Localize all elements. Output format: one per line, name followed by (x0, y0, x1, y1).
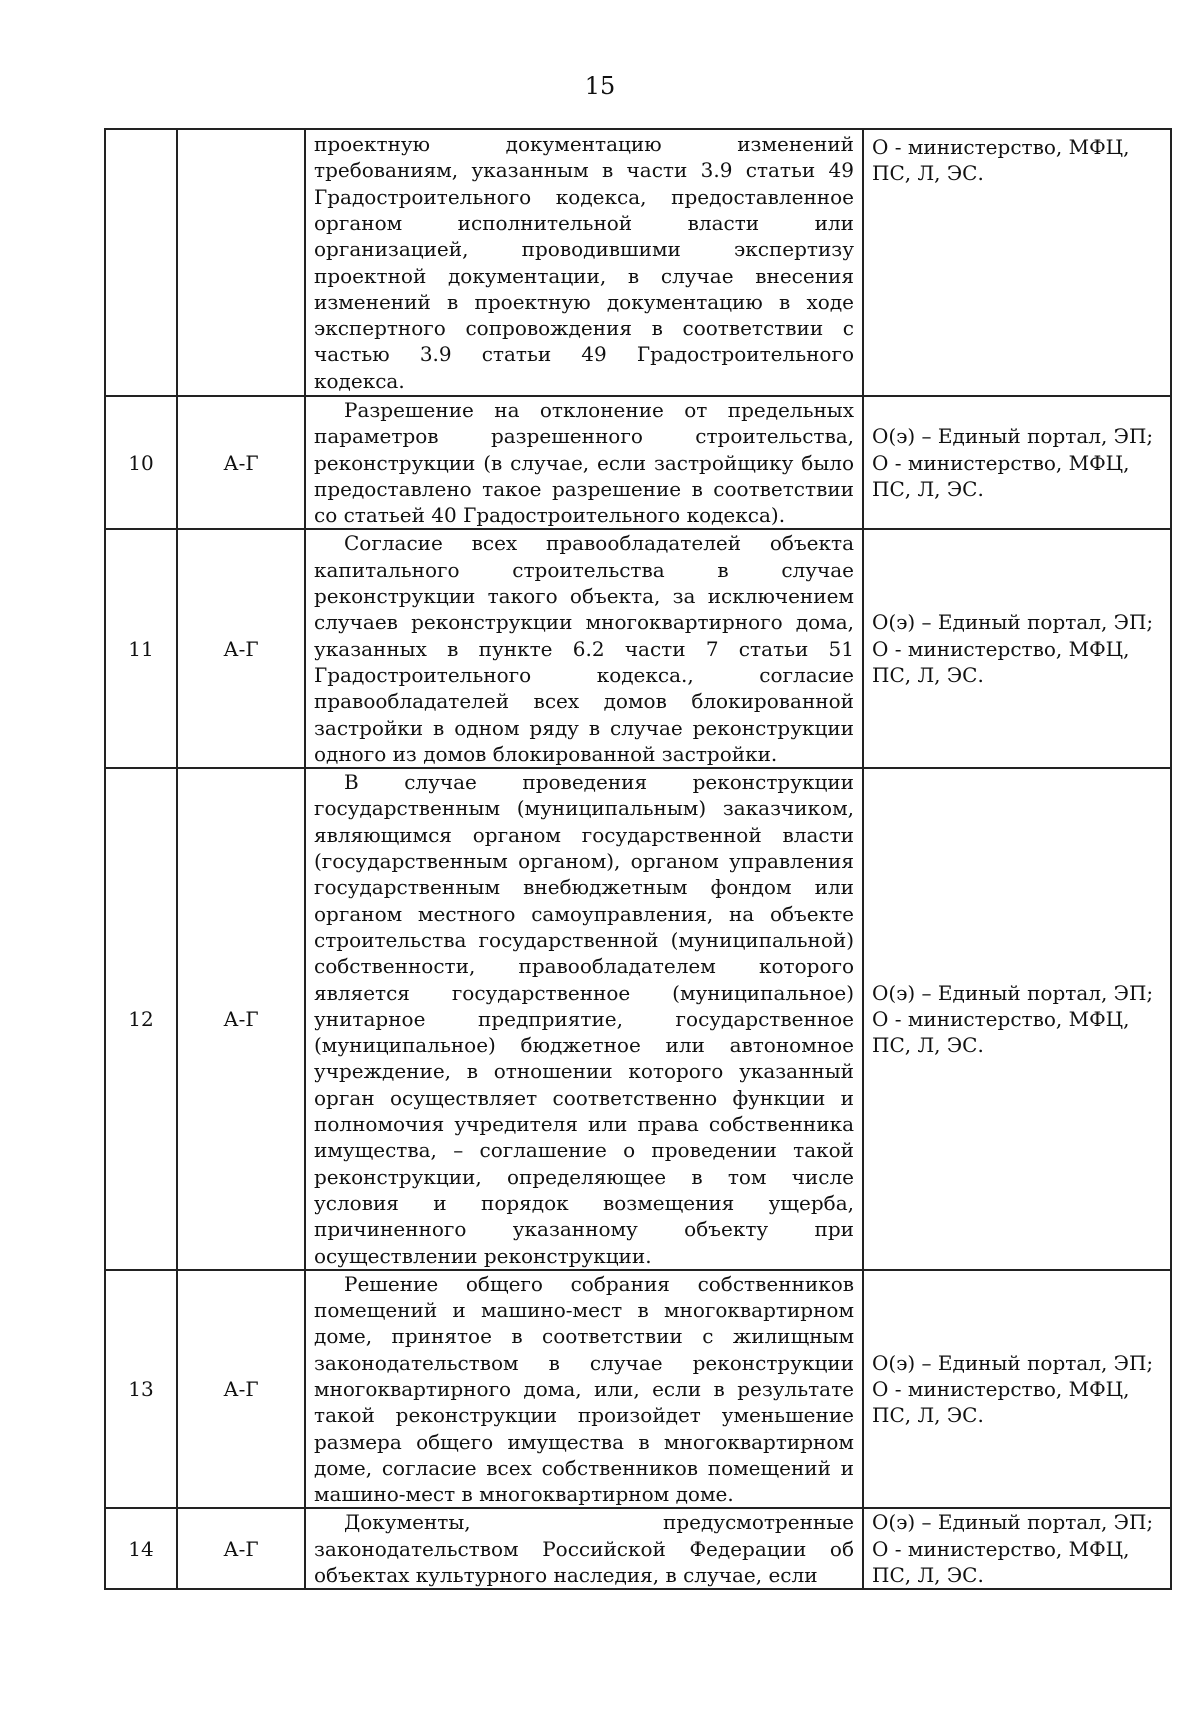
submission-method-line: О - министерство, МФЦ, ПС, Л, ЭС. (872, 135, 1130, 186)
table-row (105, 768, 1171, 1270)
submission-method (863, 129, 1171, 396)
row-code: А-Г (177, 768, 305, 1270)
table-row (105, 396, 1171, 529)
submission-method-line: О - министерство, МФЦ, ПС, Л, ЭС. (872, 450, 1130, 501)
submission-method (863, 1270, 1171, 1509)
row-number: 11 (105, 529, 177, 768)
submission-method-line: О(э) – Единый портал, ЭП; (872, 1510, 1154, 1535)
row-number: 13 (105, 1270, 177, 1509)
submission-method (863, 396, 1171, 529)
submission-method-line: О - министерство, МФЦ, ПС, Л, ЭС. (872, 636, 1130, 687)
table-row (105, 529, 1171, 768)
submission-method-line: О(э) – Единый портал, ЭП; (872, 610, 1154, 635)
document-description (305, 396, 863, 529)
document-text: Документы, предусмотренные законодательством Российской Федерации об объектах культурного наследия, в случае, если (314, 1510, 854, 1588)
submission-method (863, 529, 1171, 768)
document-description (305, 129, 863, 396)
submission-method-line: О(э) – Единый портал, ЭП; (872, 1350, 1154, 1375)
table-row (105, 1270, 1171, 1509)
submission-method-line: О(э) – Единый портал, ЭП; (872, 424, 1154, 449)
row-code: А-Г (177, 1270, 305, 1509)
row-number: 10 (105, 396, 177, 529)
document-description (305, 768, 863, 1270)
page-number: 15 (584, 72, 616, 100)
row-number: 12 (105, 768, 177, 1270)
document-description (305, 1508, 863, 1589)
submission-method (863, 768, 1171, 1270)
submission-method-line: О - министерство, МФЦ, ПС, Л, ЭС. (872, 1376, 1130, 1428)
submission-method (863, 1508, 1171, 1589)
document-text: Разрешение на отклонение от предельных параметров разрешенного строительства, реконструкции (в случае, если застройщику было предоставлено такое разрешение в соответствии со статьей 40 Градостроительного кодекса). (314, 398, 854, 528)
document-text: Согласие всех правообладателей объекта капитального строительства в случае реконструкции такого объекта, за исключением случаев реконструкции многоквартирного дома, указанных в пункте 6.2 части 7 статьи 51 Градостроительного кодекса., согласие правообладателей всех домов блокированной застройки в одном ряду в случае реконструкции одного из домов блокированной застройки. (314, 531, 854, 766)
table-row (105, 1508, 1171, 1589)
row-number: 14 (105, 1508, 177, 1589)
row-number (105, 129, 177, 396)
row-code: А-Г (177, 529, 305, 768)
table-row (105, 129, 1171, 396)
row-code: А-Г (177, 396, 305, 529)
document-text: В случае проведения реконструкции государственным (муниципальным) заказчиком, являющимся органом государственной власти (государственным органом), органом управления государственным внебюджетным фондом или органом местного самоуправления, на объекте строительства государственной (муниципальной) собственности, правообладателем которого является государственное (муниципальное) унитарное предприятие, государственное (муниципальное) бюджетное или автономное учреждение, в отношении которого указанный орган осуществляет соответственно функции и полномочия учредителя или права собственника имущества, – соглашение о проведении такой реконструкции, определяющее в том числе условия и порядок возмещения ущерба, причиненного указанному объекту при осуществлении реконструкции. (314, 770, 854, 1268)
document-description (305, 529, 863, 768)
row-code (177, 129, 305, 396)
submission-method-line: О(э) – Единый портал, ЭП; (872, 980, 1154, 1005)
document-description (305, 1270, 863, 1509)
documents-table (104, 128, 1172, 1590)
document-text: проектную документацию изменений требованиям, указанным в части 3.9 статьи 49 Градостроительного кодекса, предоставленное органом исполнительной власти или организацией, проводившими экспертизу проектной документации, в случае внесения изменений в проектную документацию в ходе экспертного сопровождения в соответствии с частью 3.9 статьи 49 Градостроительного кодекса. (314, 132, 854, 393)
submission-method-line: О - министерство, МФЦ, ПС, Л, ЭС. (872, 1536, 1130, 1588)
row-code: А-Г (177, 1508, 305, 1589)
submission-method-line: О - министерство, МФЦ, ПС, Л, ЭС. (872, 1006, 1130, 1058)
document-text: Решение общего собрания собственников помещений и машино-мест в многоквартирном доме, принятое в соответствии с жилищным законодательством в случае реконструкции многоквартирного дома, или, если в результате такой реконструкции произойдет уменьшение размера общего имущества в многоквартирном доме, согласие всех собственников помещений и машино-мест в многоквартирном доме. (314, 1271, 854, 1507)
